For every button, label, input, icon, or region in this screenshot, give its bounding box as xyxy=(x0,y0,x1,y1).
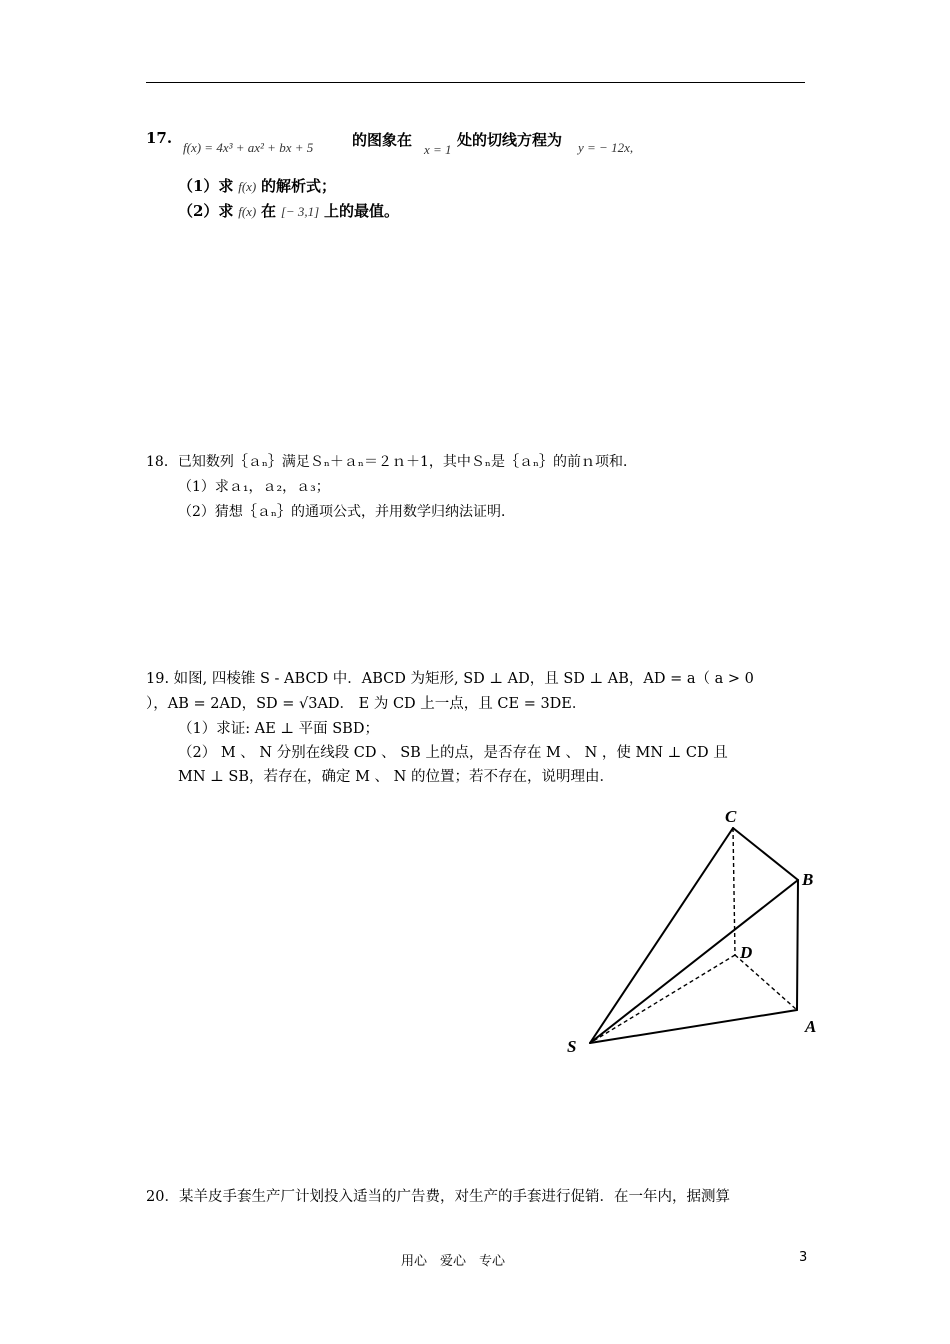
vertex-label-B: B xyxy=(802,870,814,889)
q17-tangent: y = − 12x, xyxy=(578,140,634,155)
header-rule xyxy=(146,82,805,83)
vertex-label-C: C xyxy=(725,807,737,826)
q17-part2-interval: [− 3,1] xyxy=(280,204,320,219)
edge-SA xyxy=(590,1010,797,1043)
q17-part1 xyxy=(178,175,336,196)
edge-BA xyxy=(797,880,798,1010)
q17-part2-prefix: （2）求 xyxy=(178,202,234,220)
q17-part1-suffix: 的解析式； xyxy=(261,177,337,195)
q18-line2: （1）求ａ₁，ａ₂，ａ₃； xyxy=(178,479,330,495)
q19-line1: 19. 如图, 四棱锥 S - ABCD 中．ABCD 为矩形, SD ⊥ AD，且 SD ⊥ AB，AD = a（ a > 0 xyxy=(146,671,754,687)
edge-DA xyxy=(735,955,797,1010)
vertex-label-A: A xyxy=(805,1017,817,1036)
q17-point: x = 1 xyxy=(424,142,452,157)
edge-SB xyxy=(590,880,798,1043)
q19-line2: ），AB = 2AD，SD = √3AD． E 为 CD 上一点，且 CE = 3DE． xyxy=(146,696,587,712)
q19-line4: （2） M 、 N 分别在线段 CD 、 SB 上的点，是否存在 M 、 N ，使 MN ⊥ CD 且 xyxy=(178,745,728,761)
page-number: 3 xyxy=(799,1250,808,1265)
q17-part1-func: f(x) xyxy=(238,179,257,194)
q19-line3: （1）求证: AE ⊥ 平面 SBD； xyxy=(178,721,379,737)
edge-CD xyxy=(733,828,735,955)
q17-number: 17. xyxy=(146,129,173,147)
q17-text2: 处的切线方程为 xyxy=(457,131,563,149)
pyramid-figure xyxy=(555,800,835,1060)
q18-line1: 18．已知数列｛ａₙ｝满足Ｓₙ＋ａₙ＝２ｎ＋1，其中Ｓₙ是｛ａₙ｝的前ｎ项和． xyxy=(146,454,638,470)
q18-line3: （2）猜想｛ａₙ｝的通项公式，并用数学归纳法证明． xyxy=(178,504,515,520)
q17-part2-mid: 在 xyxy=(261,202,277,220)
vertex-label-S: S xyxy=(567,1037,577,1056)
q17-part2 xyxy=(178,200,399,221)
q17-function: f(x) = 4x³ + ax² + bx + 5 xyxy=(183,140,314,155)
footer-motto: 用心 爱心 专心 xyxy=(401,1254,506,1269)
edge-CB xyxy=(733,828,798,880)
q19-line5: MN ⊥ SB，若存在，确定 M 、 N 的位置；若不存在，说明理由． xyxy=(178,769,614,785)
vertex-label-D: D xyxy=(740,943,753,962)
q20-line1: 20．某羊皮手套生产厂计划投入适当的广告费，对生产的手套进行促销．在一年内，据测算 xyxy=(146,1189,730,1205)
q17-part1-prefix: （1）求 xyxy=(178,177,234,195)
q17-text1: 的图象在 xyxy=(352,131,413,149)
edge-SD xyxy=(590,955,735,1043)
q17-part2-suffix: 上的最值。 xyxy=(324,202,400,220)
q17-part2-func: f(x) xyxy=(238,204,257,219)
edge-SC xyxy=(590,828,733,1043)
